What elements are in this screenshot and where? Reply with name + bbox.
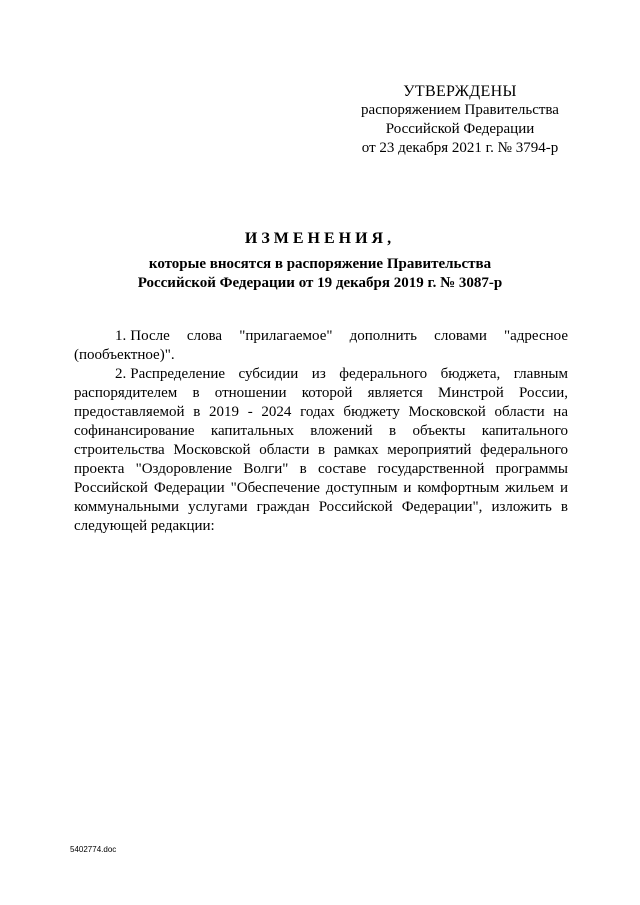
approval-line-3: от 23 декабря 2021 г. № 3794-р (361, 140, 559, 156)
document-title-block (75, 228, 565, 293)
document-title: ИЗМЕНЕНИЯ, (244, 230, 396, 247)
approval-heading: УТВЕРЖДЕНЫ (403, 83, 517, 100)
document-subtitle-line-2: Российской Федерации от 19 декабря 2019 г. № 3087-р (137, 275, 503, 291)
paragraph-text: Распределение субсидии из федерального бюджета, главным распорядителем в отношении которой является Минстрой России, предоставляемой в 2019 - 2024 годах бюджету Московской области на софинансирование капитальных вложений в объекты капитального строительства Московской области в рамках мероприятий федерального проекта "Оздоровление Волги" в составе государственной программы Российской Федерации "Обеспечение доступным и комфортным жильем и коммунальными услугами граждан Российской Федерации", изложить в следующей редакции: (74, 366, 568, 534)
document-subtitle-line-1: которые вносятся в распоряжение Правительства (148, 256, 492, 272)
paragraph-2 (74, 365, 568, 536)
document-file-code: 5402774.doc (70, 845, 117, 854)
approval-line-1: распоряжением Правительства (361, 102, 559, 118)
paragraph-number: 2. (115, 366, 127, 382)
approval-stamp (340, 82, 580, 158)
paragraph-1 (74, 327, 568, 365)
paragraph-text: После слова "прилагаемое" дополнить словами "адресное (пообъектное)". (74, 328, 568, 363)
paragraph-number: 1. (115, 328, 127, 344)
document-body (74, 327, 568, 536)
approval-line-2: Российской Федерации (385, 121, 535, 137)
